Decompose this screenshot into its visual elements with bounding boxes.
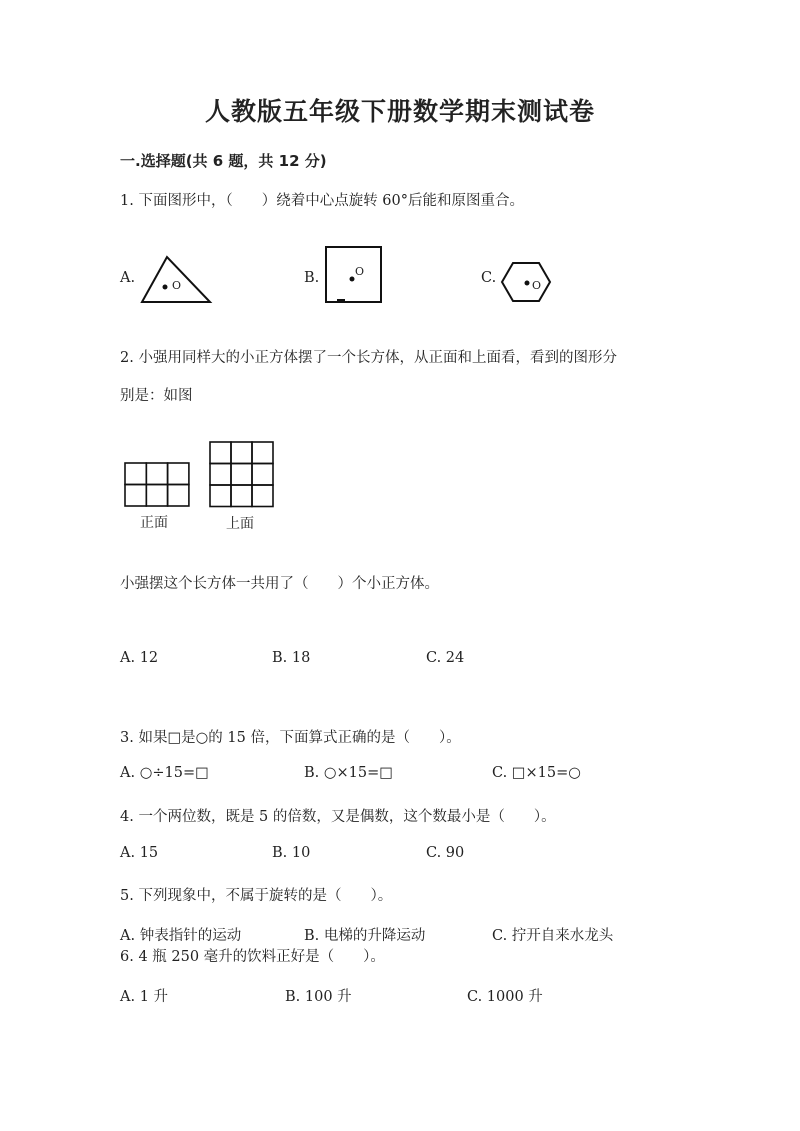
grid-cell xyxy=(252,442,273,464)
grid-cell xyxy=(231,464,252,486)
grid-cell xyxy=(252,485,273,507)
q5-option-c: C. 拧开自来水龙头 xyxy=(492,928,614,944)
q5-option-b: B. 电梯的升降运动 xyxy=(304,928,426,944)
q5-option-a: A. 钟表指针的运动 xyxy=(120,928,242,944)
q4-option-c: C. 90 xyxy=(426,845,465,861)
question-6-text: 6. 4 瓶 250 毫升的饮料正好是（ ）。 xyxy=(120,949,385,965)
q2-option-a: A. 12 xyxy=(120,650,159,666)
q6-option-a: A. 1 升 xyxy=(120,989,169,1005)
front-view-grid xyxy=(124,462,192,508)
page-title: 人教版五年级下册数学期末测试卷 xyxy=(204,97,595,126)
hexagon-center-label: O xyxy=(532,279,542,292)
q4-option-b: B. 10 xyxy=(272,845,311,861)
q1-option-a-label: A. xyxy=(120,270,136,286)
question-2-text-line1: 2. 小强用同样大的小正方体摆了一个长方体，从正面和上面看，看到的图形分 xyxy=(120,350,617,366)
q2-option-b: B. 18 xyxy=(272,650,311,666)
question-2-text-line2: 别是：如图 xyxy=(120,388,193,404)
grid-cell xyxy=(210,442,231,464)
q3-option-c: C. □×15=○ xyxy=(492,765,581,781)
grid-cell xyxy=(231,485,252,507)
q2-option-c: C. 24 xyxy=(426,650,465,666)
grid-cell xyxy=(146,463,167,485)
grid-cell xyxy=(210,464,231,486)
grid-cell xyxy=(125,485,146,507)
front-view-caption: 正面 xyxy=(140,515,168,531)
question-1-text: 1. 下面图形中，（ ）绕着中心点旋转 60°后能和原图重合。 xyxy=(120,193,525,209)
square-center-label: O xyxy=(355,265,365,278)
section-heading: 一.选择题(共 6 题，共 12 分) xyxy=(120,152,327,170)
grid-cell xyxy=(168,463,189,485)
grid-cell xyxy=(168,485,189,507)
q6-option-b: B. 100 升 xyxy=(285,989,352,1005)
question-4-text: 4. 一个两位数，既是 5 的倍数，又是偶数，这个数最小是（ ）。 xyxy=(120,809,556,825)
q1-option-c-label: C. xyxy=(481,270,497,286)
q4-option-a: A. 15 xyxy=(120,845,159,861)
grid-cell xyxy=(146,485,167,507)
question-5-text: 5. 下列现象中，不属于旋转的是（ ）。 xyxy=(120,888,393,904)
q3-option-a: A. ○÷15=□ xyxy=(120,765,209,781)
top-view-caption: 上面 xyxy=(226,516,254,532)
hexagon-figure xyxy=(501,262,553,304)
q6-option-c: C. 1000 升 xyxy=(467,989,543,1005)
q3-option-b: B. ○×15=□ xyxy=(304,765,393,781)
question-2-question: 小强摆这个长方体一共用了（ ）个小正方体。 xyxy=(120,576,439,592)
triangle-center-label: O xyxy=(172,279,182,292)
grid-cell xyxy=(210,485,231,507)
q1-option-b-label: B. xyxy=(304,270,320,286)
question-3-text: 3. 如果□是○的 15 倍，下面算式正确的是（ ）。 xyxy=(120,730,461,746)
top-view-grid xyxy=(209,441,275,509)
grid-cell xyxy=(252,464,273,486)
grid-cell xyxy=(231,442,252,464)
grid-cell xyxy=(125,463,146,485)
